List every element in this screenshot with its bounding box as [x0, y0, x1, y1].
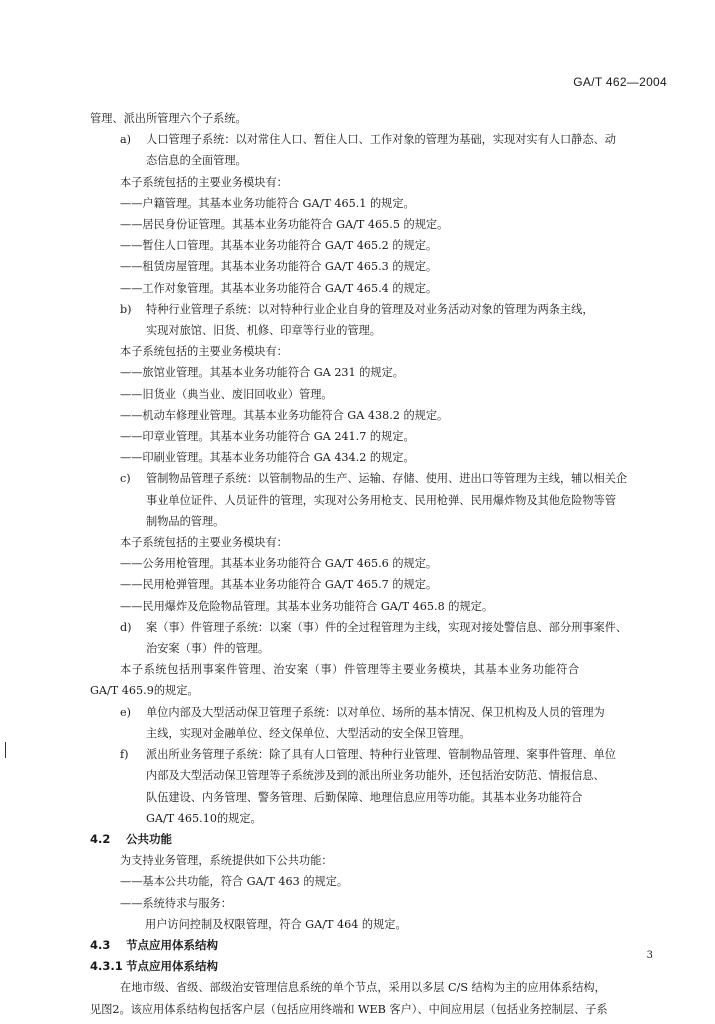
- module-entry: ——印刷业管理。其基本业务功能符合 GA 434.2 的规定。: [120, 451, 415, 465]
- module-entry: ——户籍管理。其基本业务功能符合 GA/T 465.1 的规定。: [120, 196, 415, 210]
- item-marker: f): [120, 748, 129, 762]
- module-entry: ——民用枪弹管理。其基本业务功能符合 GA/T 465.7 的规定。: [120, 578, 438, 592]
- module-entry: ——机动车修理业管理。其基本业务功能符合 GA 438.2 的规定。: [120, 408, 449, 422]
- module-entry: ——工作对象管理。其基本业务功能符合 GA/T 465.4 的规定。: [120, 281, 438, 295]
- function-entry: ——系统待求与服务：: [120, 896, 232, 910]
- paragraph: 见图2。该应用体系结构包括客户层（包括应用终端和 WEB 客户）、中间应用层（包括业务控制层、子系: [90, 1002, 608, 1016]
- item-continuation: 队伍建设、内务管理、警务管理、后勤保障、地理信息应用等功能。其基本业务功能符合: [146, 790, 583, 804]
- module-intro: 本子系统包括的主要业务模块有：: [120, 345, 288, 359]
- item-continuation: 事业单位证件、人员证件的管理，实现对公务用枪支、民用枪弹、民用爆炸物及其他危险物等管: [146, 493, 616, 507]
- margin-mark: [5, 742, 6, 758]
- paragraph: 为支持业务管理，系统提供如下公共功能：: [120, 854, 333, 868]
- item-continuation: 内部及大型活动保卫管理等子系统涉及到的派出所业务功能外，还包括治安防范、情报信息、: [146, 769, 605, 783]
- section-number: 4.3: [90, 937, 111, 952]
- section-heading-4-3: [90, 935, 668, 956]
- section-number: 4.3.1: [90, 959, 123, 974]
- standard-number: GA/T 462—2004: [573, 75, 667, 89]
- item-text: 案（事）件管理子系统：以案（事）件的全过程管理为主线，实现对接处警信息、部分刑事案件、: [146, 620, 628, 634]
- item-text: 特种行业管理子系统：以对特种行业企业自身的管理及对业务活动对象的管理为两条主线，: [146, 302, 594, 316]
- item-continuation: 实现对旅馆、旧货、机修、印章等行业的管理。: [146, 324, 381, 338]
- list-item-d: [90, 617, 668, 638]
- document-body: [90, 108, 668, 1020]
- module-intro: 本子系统包括的主要业务模块有：: [120, 536, 288, 550]
- paragraph: 管理、派出所管理六个子系统。: [90, 112, 247, 125]
- module-entry: ——民用爆炸及危险物品管理。其基本业务功能符合 GA/T 465.8 的规定。: [120, 599, 494, 613]
- module-entry: ——居民身份证管理。其基本业务功能符合 GA/T 465.5 的规定。: [120, 218, 449, 232]
- list-item-e: [90, 702, 668, 723]
- module-entry: ——旅馆业管理。其基本业务功能符合 GA 231 的规定。: [120, 366, 404, 380]
- paragraph: GA/T 465.9的规定。: [90, 684, 199, 698]
- item-continuation: 制物品的管理。: [146, 514, 225, 528]
- item-text: 派出所业务管理子系统：除了具有人口管理、特种行业管理、管制物品管理、案事件管理、单位: [146, 748, 616, 762]
- module-intro: 本子系统包括的主要业务模块有：: [120, 175, 288, 189]
- item-text: 管制物品管理子系统：以管制物品的生产、运输、存储、使用、进出口等管理为主线，辅以相关企: [146, 472, 628, 486]
- list-item-c: [90, 468, 668, 489]
- item-continuation: 治安案（事）件的管理。: [146, 642, 270, 656]
- section-title: 节点应用体系结构: [126, 959, 218, 974]
- paragraph: 本子系统包括刑事案件管理、治安案（事）件管理等主要业务模块，其基本业务功能符合: [120, 663, 580, 677]
- section-title: 节点应用体系结构: [126, 937, 218, 952]
- module-entry: ——旧货业（典当业、废旧回收业）管理。: [120, 387, 333, 401]
- page-number: 3: [646, 950, 653, 961]
- module-entry: ——租赁房屋管理。其基本业务功能符合 GA/T 465.3 的规定。: [120, 260, 438, 274]
- item-continuation: GA/T 465.10的规定。: [146, 811, 262, 825]
- section-heading-4-3-1: [90, 956, 668, 977]
- item-continuation: 主线，实现对金融单位、经文保单位、大型活动的安全保卫管理。: [146, 726, 471, 740]
- item-text: 人口管理子系统：以对常住人口、暂住人口、工作对象的管理为基础，实现对实有人口静态、动: [146, 133, 616, 147]
- item-marker: e): [120, 705, 131, 719]
- section-number: 4.2: [90, 831, 111, 846]
- module-entry: ——暂住人口管理。其基本业务功能符合 GA/T 465.2 的规定。: [120, 239, 438, 253]
- list-item-f: [90, 744, 668, 765]
- paragraph: 在地市级、省级、部级治安管理信息系统的单个节点，采用以多层 C/S 结构为主的应用体系结构，: [120, 981, 606, 995]
- item-marker: a): [120, 133, 132, 147]
- item-marker: b): [120, 302, 132, 316]
- function-entry: ——基本公共功能，符合 GA/T 463 的规定。: [120, 875, 349, 889]
- item-continuation: 态信息的全面管理。: [146, 154, 247, 168]
- module-entry: ——印章业管理。其基本业务功能符合 GA 241.7 的规定。: [120, 430, 415, 444]
- section-heading-4-2: [90, 829, 668, 850]
- section-title: 公共功能: [126, 831, 172, 846]
- item-text: 单位内部及大型活动保卫管理子系统：以对单位、场所的基本情况、保卫机构及人员的管理为: [146, 705, 605, 719]
- module-entry: ——公务用枪管理。其基本业务功能符合 GA/T 465.6 的规定。: [120, 557, 438, 571]
- item-marker: c): [120, 472, 131, 486]
- item-marker: d): [120, 620, 132, 634]
- function-sub-entry: 用户访问控制及权限管理，符合 GA/T 464 的规定。: [145, 917, 407, 931]
- list-item-b: [90, 299, 668, 320]
- list-item-a: [90, 129, 668, 150]
